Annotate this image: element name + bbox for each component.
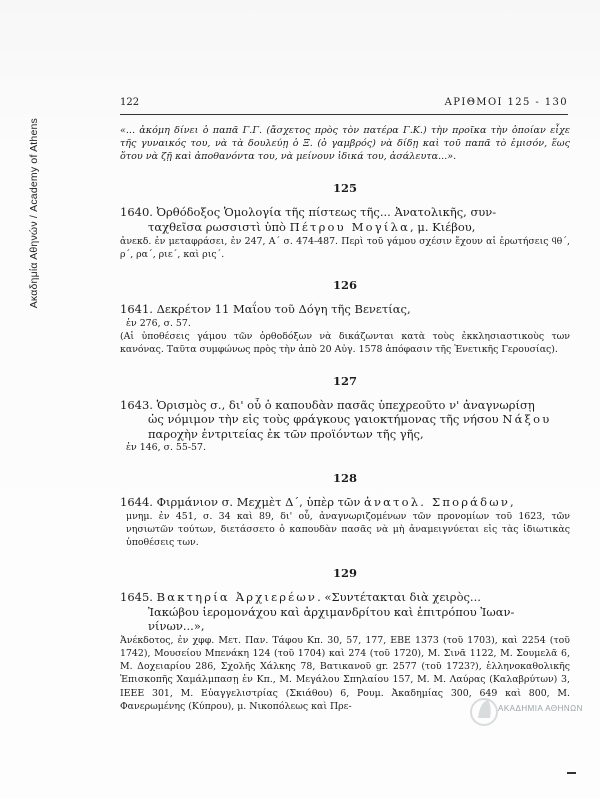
section-number: 127 — [332, 373, 357, 388]
entry-title: 1645. Βακτηρία Ἀρχιερέων. «Συντέτακται διὰ χειρὸς... Ἰακώβου ἱερομονάχου καὶ ἀρχιμανδρίτου καὶ ἐπιτρόπου Ἰωαν- νίνων...», — [120, 590, 515, 634]
entry-title: 1641. Δεκρέτον 11 Μαΐου τοῦ Δόγη τῆς Βενετίας, — [120, 302, 411, 317]
spaced-name: Πέτρου Μογίλα — [289, 219, 411, 234]
entry-body: μνημ. ἐν 451, σ. 34 καὶ 89, δι' οὗ, ἀναγνωριζομένων τῶν προνομίων τοῦ 1623, τῶν νησιωτῶν τούτων, διετάσσετο ὁ καπουδὰν πασᾶς νὰ μὴ ἀναμειγνύεται εἰς τὰς ἰδιωτικὰς ὑποθέσεις των. — [126, 510, 570, 549]
academy-side-label: Ακαδημία Αθηνών / Academy of Athens — [28, 118, 40, 309]
spaced-name: ἀνατολ. Σποράδων — [364, 495, 511, 510]
spaced-name: Νάξου — [502, 412, 552, 427]
entry-title: 1643. Ὁρισμὸς σ., δι' οὗ ὁ καπουδὰν πασᾶς ὑπεχρεοῦτο ν' ἀναγνωρίσῃ ὡς νόμιμον τὴν εἰς τοὺς φράγκους γαιοκτήμονας τῆς νήσου Νάξου παροχὴν ἐντριτείας ἐκ τῶν προϊόντων τῆς γῆς, — [120, 397, 552, 441]
section-number: 128 — [332, 471, 357, 486]
section-number: 129 — [332, 566, 357, 581]
entry-title: 1640. Ὀρθόδοξος Ὁμολογία τῆς πίστεως τῆς... Ἀνατολικῆς, συν- ταχθεῖσα ρωσσιστὶ ὑπὸ Πέτρου Μογίλα, μ. Κιέβου, — [120, 205, 497, 234]
entry-body: ἀνεκδ. ἐν μεταφράσει, ἐν 247, Α΄ σ. 474-487. Περὶ τοῦ γάμου σχέσιν ἔχουν αἱ ἐρωτήσεις ϥθ΄, ρ΄, ρα΄, ριε΄, καὶ ρις΄. — [120, 236, 570, 261]
watermark-text: ΑΚΑΔΗΜΙΑ ΑΘΗΝΩΝ — [498, 704, 583, 713]
entry-title: 1644. Φιρμάνιον σ. Μεχμὲτ Δ΄, ὑπὲρ τῶν ἀνατολ. Σποράδων, — [120, 495, 514, 510]
intro-quote: «... ἀκόμη δίνει ὁ παπᾶ Γ.Γ. (ἄσχετος πρὸς τὸν πατέρα Γ.Κ.) τὴν προῖκα τὴν ὁποίαν εἶχε τῆς γυναικός του, νὰ τὰ δουλεύῃ ὁ Ξ. (ὁ γαμβρός) νὰ δίδῃ καὶ τοῦ παπᾶ τὸ ἐμισόν, ἕως ὅτου νὰ ζῇ καὶ ἀποθανόντα του, νὰ μείνουν ἰδικά του, ἀσάλευτα...». — [120, 125, 570, 162]
entry-note: (Αἱ ὑποθέσεις γάμου τῶν ὀρθοδόξων νὰ δικάζωνται κατὰ τοὺς ἐκκλησιαστικοὺς των κανόνας. Ταῦτα συμφώνως πρὸς τὴν ἀπὸ 20 Αὐγ. 1578 ἀπόφασιν τῆς Ἐνετικῆς Γερουσίας). — [120, 331, 570, 356]
page-number: 122 — [120, 97, 140, 108]
section-number: 126 — [332, 278, 357, 293]
page-mark — [567, 772, 576, 774]
page-header — [120, 97, 568, 113]
section-number: 125 — [332, 181, 357, 195]
entry-body: ἐν 146, σ. 55-57. — [126, 442, 206, 454]
academy-logo-watermark — [470, 688, 580, 738]
entry-body: ἐν 276, σ. 57. — [126, 317, 191, 329]
entry-body: Ἀνέκδοτος, ἐν χφφ. Μετ. Παν. Τάφου Κπ. 30, 57, 177, ΕΒΕ 1373 (τοῦ 1703), καὶ 2254 (τοῦ 1742), Μουσείου Μπενάκη 124 (τοῦ 1704) καὶ 274 (τοῦ 1720), Μ. Σινᾶ 1122, Μ. Σουμελᾶ 6, Μ. Δοχειαρίου 286, Σχολῆς Χάλκης 78, Βατικανοῦ gr. 2577 (τοῦ 1723?), ἑλληνοκαθολικῆς Ἐπισκοπῆς Χαμάλμπασῃ ἐν Κπ., Μ. Μεγάλου Σπηλαίου 157, Μ. Μ. Λαύρας (Καλαβρύτων) 3, ΙΕΕΕ 301, Μ. Εὐαγγελιστρίας (Σκιάθου) 6, Ρουμ. Ἀκαδημίας 300, 649 καὶ 800, Μ. Φανερωμένης (Κύπρου), μ. Νικοπόλεως καὶ Πρε- — [120, 634, 570, 712]
running-head: ΑΡΙΘΜΟΙ 125 - 130 — [444, 97, 568, 108]
spaced-name: Βακτηρία Ἀρχιερέων — [156, 590, 318, 605]
header-rule — [120, 114, 568, 115]
page-content — [120, 124, 570, 713]
